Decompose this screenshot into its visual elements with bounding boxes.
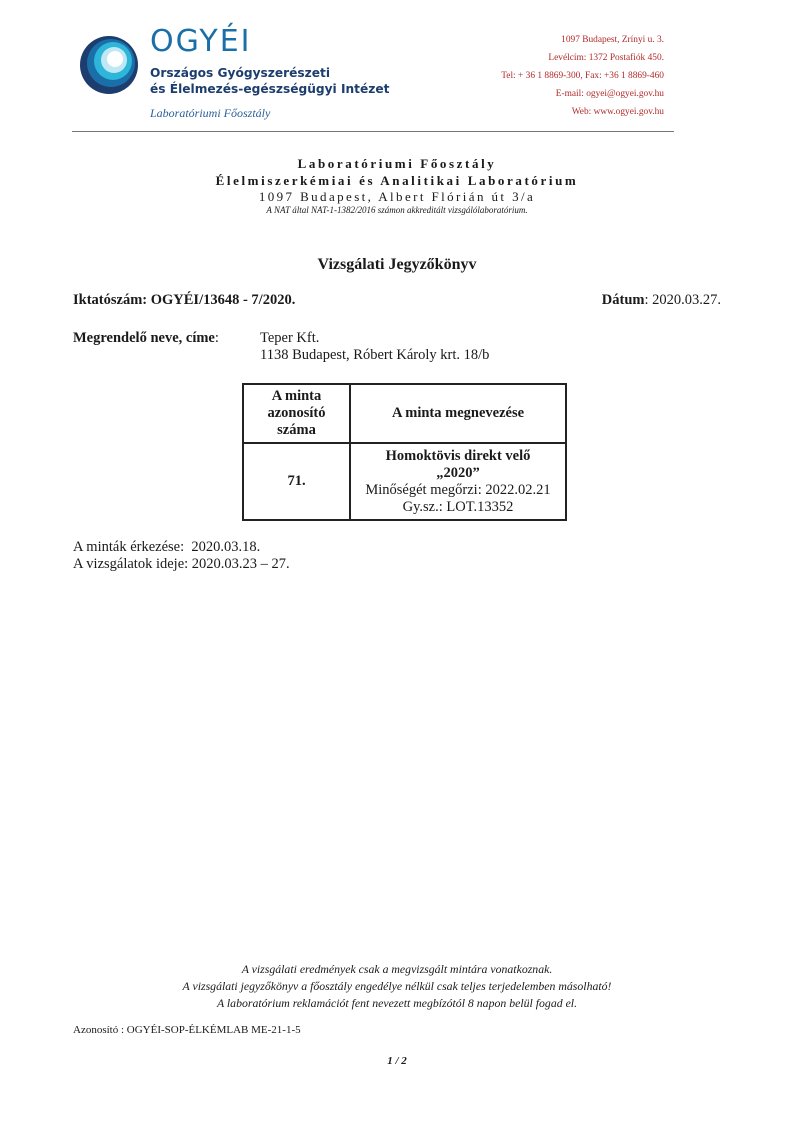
sample-lot: Gy.sz.: LOT.13352: [402, 498, 514, 515]
contact-block: [501, 31, 664, 121]
lab-heading-line2: Élelmiszerkémiai és Analitikai Laboratórium: [215, 173, 579, 188]
customer-label-colon: :: [214, 330, 219, 346]
sample-name-line2: „2020”: [436, 464, 480, 481]
sample-best-before: Minőségét megőrzi: 2022.02.21: [365, 481, 551, 498]
customer-label-text: Megrendelő neve, címe: [73, 330, 215, 346]
contact-phone: Tel: + 36 1 8869-300, Fax: +36 1 8869-460: [501, 71, 664, 81]
lab-address: 1097 Budapest, Albert Flórián út 3/a: [258, 189, 536, 204]
contact-address: 1097 Budapest, Zrínyi u. 3.: [561, 35, 664, 45]
table-row: [243, 443, 566, 520]
contact-email: E-mail: ogyei@ogyei.gov.hu: [555, 89, 664, 99]
sample-name-line1: Homoktövis direkt velő: [385, 447, 531, 464]
footer-note-3: A laboratórium reklamációt fent nevezett megbízótól 8 napon belül fogad el.: [216, 996, 578, 1010]
document-date: [602, 292, 721, 309]
arrival-date: A minták érkezése: 2020.03.18.: [73, 539, 261, 555]
header-sample-id: [243, 384, 350, 443]
date-label: Dátum: [601, 292, 645, 308]
header-sample-id-line3: száma: [277, 422, 316, 438]
test-period: A vizsgálatok ideje: 2020.03.23 – 27.: [73, 556, 290, 572]
sample-id-cell: 71.: [243, 443, 350, 520]
lab-accreditation: A NAT által NAT-1-1382/2016 számon akkreditált vizsgálólaboratórium.: [266, 205, 528, 215]
contact-postal: Levélcím: 1372 Postafiók 450.: [548, 53, 664, 63]
customer-label: [73, 330, 219, 347]
header-sample-name: A minta megnevezése: [350, 384, 566, 443]
page-number: 1 / 2: [387, 1055, 407, 1067]
sample-name-cell: [350, 443, 566, 520]
sample-table: [242, 383, 567, 521]
footer-note-2: A vizsgálati jegyzőkönyv a főosztály engedélye nélkül csak teljes terjedelemben másolható!: [182, 979, 612, 993]
document-title: Vizsgálati Jegyzőkönyv: [317, 256, 477, 273]
org-name-line2: és Élelmezés-egészségügyi Intézet: [150, 82, 390, 96]
customer-name: Teper Kft.: [260, 330, 320, 346]
logo-text: OGYÉI: [150, 24, 252, 59]
table-header-row: [243, 384, 566, 443]
registration-number: [73, 292, 295, 309]
department-name: Laboratóriumi Főosztály: [150, 106, 271, 120]
header-sample-id-line2: azonosító: [267, 405, 326, 421]
header-sample-id-line1: A minta: [271, 388, 322, 404]
customer-address: 1138 Budapest, Róbert Károly krt. 18/b: [260, 347, 490, 363]
date-value: : 2020.03.27.: [644, 292, 721, 308]
header-divider: [72, 131, 674, 132]
contact-web: Web: www.ogyei.gov.hu: [571, 107, 664, 117]
registration-label: Iktatószám:: [73, 292, 148, 308]
footer-note-1: A vizsgálati eredmények csak a megvizsgált mintára vonatkoznak.: [241, 962, 553, 976]
lab-heading-line1: Laboratóriumi Főosztály: [297, 156, 497, 171]
document-identifier: Azonosító : OGYÉI-SOP-ÉLKÉMLAB ME-21-1-5: [73, 1024, 301, 1036]
org-name-line1: Országos Gyógyszerészeti: [150, 66, 331, 80]
ogyei-logo-icon: [78, 34, 140, 96]
registration-value: OGYÉI/13648 - 7/2020.: [150, 292, 296, 308]
